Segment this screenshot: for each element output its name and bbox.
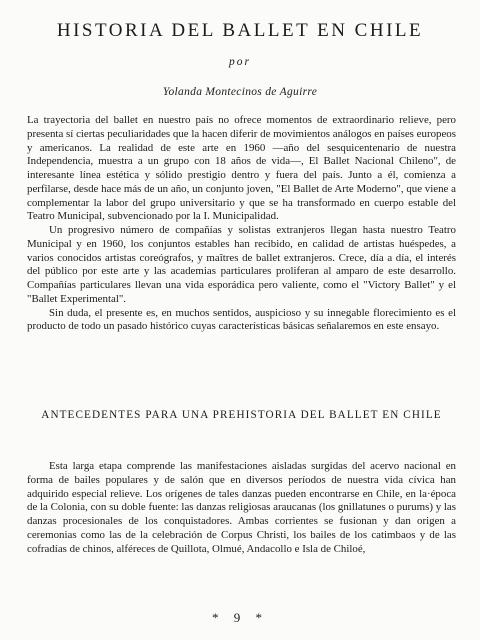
author-name: Yolanda Montecinos de Aguirre <box>162 86 318 98</box>
intro-text <box>27 114 456 334</box>
intro-paragraph-3: Sin duda, el presente es, en muchos sentidos, auspicioso y su innegable florecimiento es el producto de todo un pasado histórico cuyas características básicas señalaremos en este ensayo. <box>27 306 456 333</box>
section-heading: ANTECEDENTES PARA UNA PREHISTORIA DEL BALLET EN CHILE <box>41 409 442 421</box>
page-number: * 9 * <box>212 610 268 625</box>
article-title: HISTORIA DEL BALLET EN CHILE <box>56 20 424 41</box>
byline-por: por <box>229 56 251 68</box>
intro-paragraph-2: Un progresivo número de compañías y solistas extranjeros llegan hasta nuestro Teatro Municipal y en 1960, los conjuntos estables han recibido, en calidad de artistas huéspedes, a varios conocidos artistas coreógrafos, y maîtres de ballet extranjeros. Crece, día a día, el interés del público por este arte y las academias particulares proliferan al amparo de este desarrollo. Compañías particulares llevan una vida esporádica pero valiente, como el "Victory Ballet" y el "Ballet Experimental". <box>27 224 456 305</box>
section-paragraph: Esta larga etapa comprende las manifestaciones aisladas surgidas del acervo nacional en forma de bailes populares y de salón que en diversos períodos de nuestra vida cívica han adquirido especial relieve. Los orígenes de tales danzas pueden encontrarse en Chile, en la·época de la Colonia, con su doble fuente: las danzas religiosas araucanas (los gnillatunes o purums) y las danzas procesionales de los conquistadores. Ambas corrientes se fusionan y dan origen a ceremonias como las de la celebración de Corpus Christi, los bailes de los catimbaos y de las cofradías de chinos, alféreces de Quillota, Olmué, Andacollo e Isla de Chiloé, <box>27 460 456 555</box>
intro-paragraph-1: La trayectoria del ballet en nuestro país no ofrece momentos de extraordinario relieve, pero presenta sí ciertas peculiaridades que la hacen diferir de movimientos análogos en países europeos y americanos. La realidad de este arte en 1960 —año del sesquicentenario de nuestra Independencia, muestra a un grupo con 18 años de vida—, El Ballet Nacional Chileno", de interesante línea estética y sólido prestigio dentro y fuera del país. Junto a él, comienza a perfilarse, desde hace más de un año, un conjunto joven, "El Ballet de Arte Moderno", que viene a complementar la labor del grupo universitario y que se ha transformado en cuerpo estable del Teatro Municipal, subvencionado por la I. Municipalidad. <box>27 114 456 223</box>
